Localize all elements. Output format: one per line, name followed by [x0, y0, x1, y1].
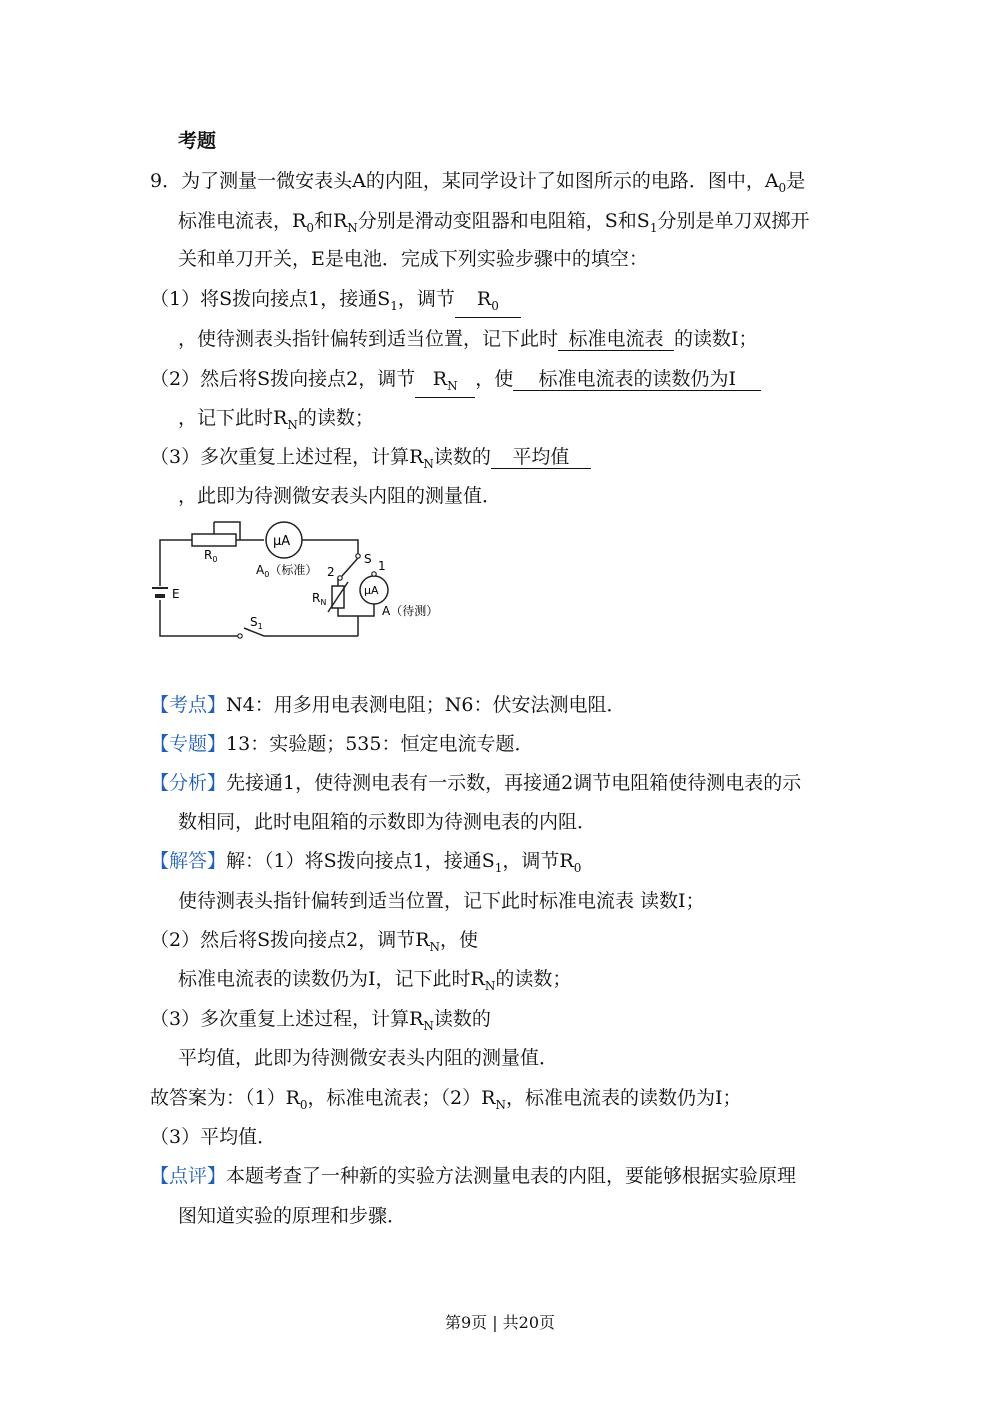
label-rn: $R_N$ — [312, 591, 327, 607]
switch-s-blade — [342, 558, 358, 576]
jieda-text: （2）然后将S拨向接点2，调节R — [150, 929, 430, 951]
jieda-text: ，使 — [440, 929, 479, 951]
answer-text: ，标准电流表的读数仍为I； — [505, 1087, 742, 1109]
question-text: 标准电流表，R — [178, 210, 307, 232]
step-text: ，使待测表头指针偏转到适当位置，记下此时 — [178, 328, 559, 350]
step-text: 的读数； — [297, 407, 374, 429]
subscript: 1 — [494, 860, 503, 875]
jieda-line-2: 使待测表头指针偏转到适当位置，记下此时标准电流表 读数I； — [178, 890, 705, 912]
answer-line-1 — [150, 1085, 741, 1118]
label-a-test: A（待测） — [382, 604, 439, 618]
answer-blank-5[interactable]: 平均值 — [491, 446, 591, 469]
subscript: N — [447, 378, 458, 393]
subscript: N — [429, 939, 440, 954]
subscript: 1 — [390, 298, 398, 313]
jieda-text: ，调节R — [502, 850, 574, 872]
dianping-text: 本题考查了一种新的实验方法测量电表的内阻，要能够根据实验原理 — [226, 1165, 797, 1187]
subscript: N — [484, 978, 496, 993]
answer-blank-4[interactable]: 标准电流表的读数仍为I — [513, 368, 761, 391]
label-e: E — [172, 587, 180, 601]
jieda-text: 解：（1）将S拨向接点1，接通S — [226, 850, 495, 872]
blank-text: R — [432, 368, 448, 390]
section-heading: 考题 — [178, 130, 217, 152]
label-node-1: 1 — [378, 559, 386, 573]
terminal-1 — [372, 572, 376, 576]
step-2 — [150, 366, 761, 398]
subscript: N — [287, 417, 298, 432]
label-a0: $A_0$（标准） — [256, 563, 318, 579]
subscript: 0 — [573, 860, 582, 875]
tag-jieda: 【解答】 — [150, 850, 227, 872]
question-line-2 — [178, 208, 809, 241]
tag-fenxi: 【分析】 — [150, 772, 227, 794]
question-number: 9． — [150, 170, 182, 192]
answer-line-2: （3）平均值． — [150, 1126, 277, 1148]
jieda-line-4 — [178, 966, 571, 999]
label-r0: $R_0$ — [204, 548, 218, 564]
kaodian-row — [150, 692, 625, 718]
subscript: N — [347, 220, 358, 235]
wire — [338, 608, 358, 616]
question-text: 和R — [313, 210, 348, 232]
step-text: ，调节 — [397, 288, 455, 310]
dianping-row — [150, 1163, 796, 1189]
subscript: N — [423, 1018, 434, 1033]
jieda-text: 标准电流表的读数仍为I，记下此时R — [178, 968, 485, 990]
jieda-text: （3）多次重复上述过程，计算R — [150, 1008, 424, 1030]
answer-blank-1[interactable] — [455, 288, 521, 318]
jieda-row — [150, 848, 581, 881]
terminal-s1 — [238, 634, 242, 638]
zhuanti-text: 13：实验题；535：恒定电流专题． — [226, 733, 534, 755]
rheostat-r0 — [192, 534, 236, 546]
jieda-line-6: 平均值，此即为待测微安表头内阻的测量值． — [178, 1047, 559, 1069]
label-s: S — [364, 552, 372, 566]
step-text: （3）多次重复上述过程，计算R — [150, 446, 424, 468]
question-text: 分别是单刀双掷开 — [657, 210, 810, 232]
fenxi-text: 先接通1，使待测电表有一示数，再接通2调节电阻箱使待测电表的示 — [226, 772, 802, 794]
subscript: 0 — [491, 298, 499, 313]
subscript: 0 — [306, 220, 314, 235]
terminal-s — [356, 554, 360, 558]
step-2-cont — [178, 405, 374, 438]
subscript: 1 — [649, 220, 658, 235]
step-text: （1）将S拨向接点1，接通S — [150, 288, 391, 310]
jieda-text: 的读数； — [495, 968, 572, 990]
label-meter-std: μA — [273, 534, 291, 549]
label-node-2: 2 — [327, 565, 335, 579]
dianping-cont: 图知道实验的原理和步骤． — [178, 1205, 407, 1227]
step-text: 的读数I； — [674, 328, 758, 350]
blank-text: R — [476, 288, 492, 310]
jieda-line-3 — [150, 927, 478, 960]
subscript: N — [423, 456, 434, 471]
question-text: 分别是滑动变阻器和电阻箱，S和S — [357, 210, 650, 232]
jieda-text: 读数的 — [433, 1008, 491, 1030]
tag-kaodian: 【考点】 — [150, 694, 227, 716]
question-text: 为了测量一微安表头A的内阻，某同学设计了如图所示的电路．图中，A — [181, 170, 779, 192]
step-text: ，记下此时R — [178, 407, 288, 429]
step-text: （2）然后将S拨向接点2，调节 — [150, 368, 416, 390]
step-3 — [150, 444, 591, 477]
question-line-3: 关和单刀开关，E是电池．完成下列实验步骤中的填空： — [178, 248, 648, 270]
step-3-cont: ，此即为待测微安表头内阻的测量值． — [178, 485, 502, 507]
fenxi-cont: 数相同，此时电阻箱的示数即为待测电表的内阻． — [178, 811, 597, 833]
wire — [302, 540, 358, 556]
page-footer: 第9页 | 共20页 — [444, 1313, 556, 1332]
step-1 — [150, 286, 521, 319]
answer-text: ，标准电流表；（2）R — [307, 1087, 496, 1109]
wire — [160, 540, 192, 586]
subscript: N — [495, 1097, 506, 1112]
zhuanti-row — [150, 731, 533, 757]
question-text: 是 — [786, 170, 806, 192]
answer-blank-3[interactable] — [415, 368, 475, 398]
subscript: 0 — [778, 180, 787, 195]
wire — [358, 604, 374, 636]
wire — [160, 600, 240, 636]
jieda-line-5 — [150, 1006, 491, 1039]
terminal-2 — [338, 576, 342, 580]
tag-dianping: 【点评】 — [150, 1165, 227, 1187]
step-text: ，使 — [475, 368, 514, 390]
fenxi-row — [150, 770, 801, 796]
question-line-1 — [150, 168, 805, 201]
kaodian-text: N4：用多用电表测电阻；N6：伏安法测电阻． — [226, 694, 626, 716]
label-meter-test: μA — [364, 584, 379, 597]
answer-text: 故答案为：（1）R — [150, 1087, 300, 1109]
step-text: 读数的 — [433, 446, 491, 468]
answer-blank-2[interactable]: 标准电流表 — [558, 328, 674, 351]
tag-zhuanti: 【专题】 — [150, 733, 227, 755]
subscript: 0 — [299, 1097, 308, 1112]
step-1-cont — [178, 326, 758, 352]
label-s1: $S_1$ — [250, 615, 263, 631]
circuit-diagram — [152, 518, 452, 646]
